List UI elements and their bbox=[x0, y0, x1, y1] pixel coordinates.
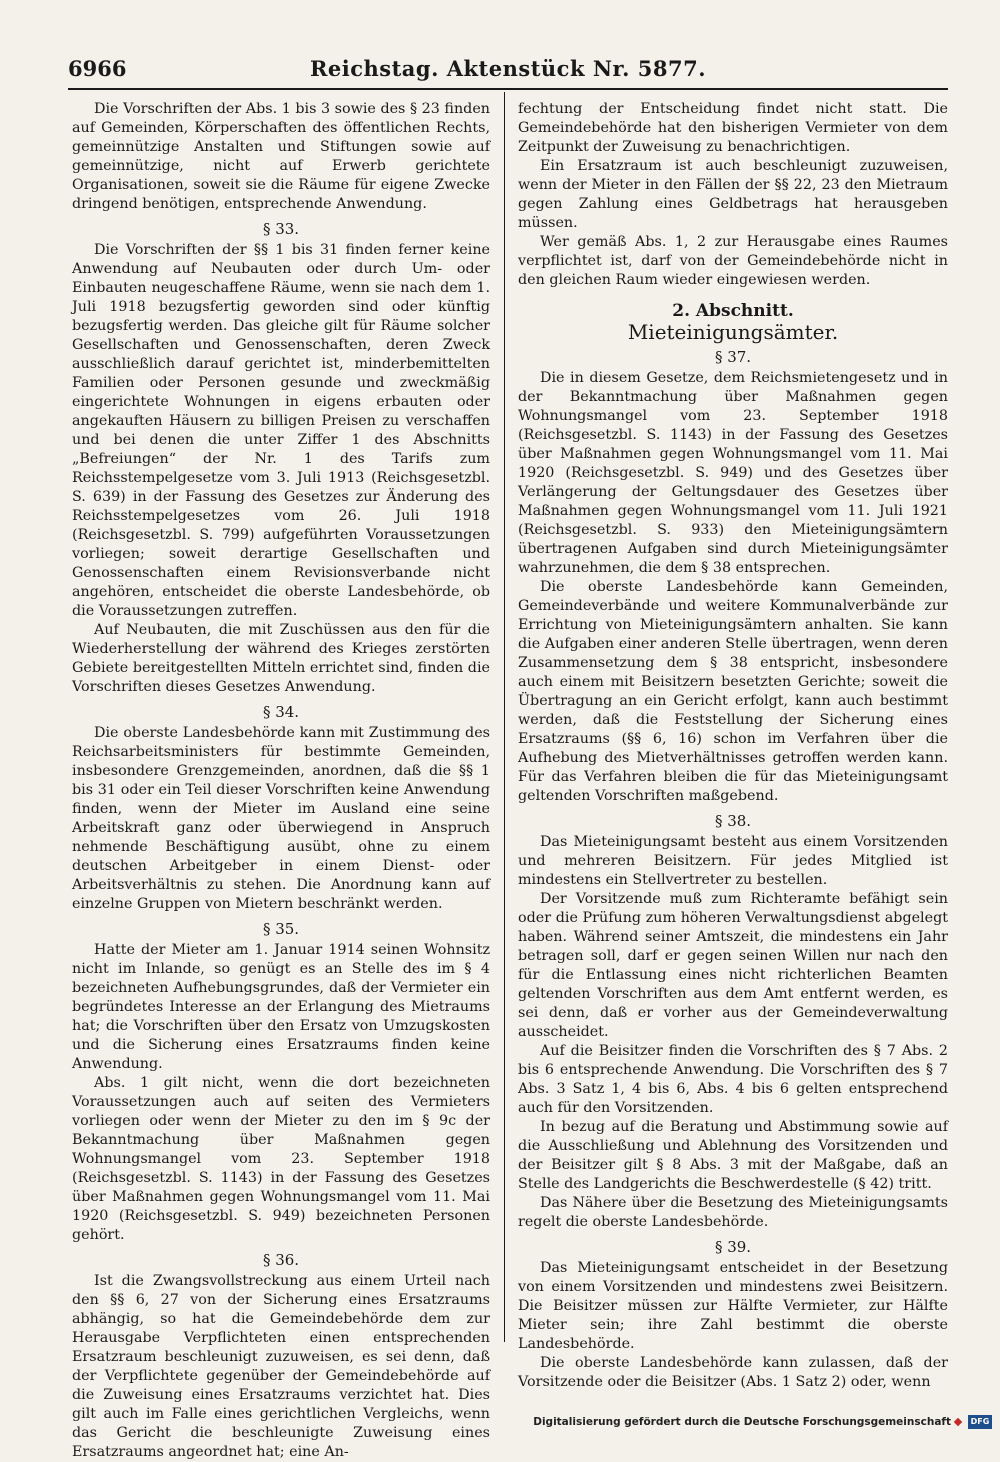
paragraph: Auf Neubauten, die mit Zuschüssen aus den für die Wiederherstellung der während des Krieges zerstörten Gebiete bereitgestellten Mitteln errichtet sind, finden die Vorschriften dieses Gesetzes Anwendung. bbox=[72, 622, 490, 695]
section-heading-37: § 37. bbox=[714, 348, 752, 366]
section-heading-38: § 38. bbox=[714, 812, 752, 830]
dfg-logo-icon: DFG bbox=[968, 1415, 992, 1429]
chapter-label: 2. Abschnitt. bbox=[672, 301, 794, 321]
paragraph: Das Mieteinigungsamt entscheidet in der Besetzung von einem Vorsitzenden und mindestens zwei Beisitzern. Die Beisitzer müssen zur Hälfte Vermieter, zur Hälfte Mieter sein; ihre Zahl bestimmt die oberste Landesbehörde. bbox=[518, 1260, 948, 1352]
paragraph: Auf die Beisitzer finden die Vorschriften des § 7 Abs. 2 bis 6 entsprechende Anwendung. Die Vorschriften des § 7 Abs. 3 Satz 1, 4 bis 6, Abs. 4 bis 6 gelten entsprechend auch für den Vorsitzenden. bbox=[518, 1043, 948, 1116]
paragraph: Hatte der Mieter am 1. Januar 1914 seinen Wohnsitz nicht im Inlande, so genügt es an Stelle des im § 4 bezeichneten Aufhebungsgrundes, daß der Vermieter ein begründetes Interesse an der Erlangung des Mietraums hat; die Vorschriften über den Ersatz von Umzugskosten und die Sicherung eines Ersatzraums finden keine Anwendung. bbox=[72, 942, 490, 1072]
section-heading-36: § 36. bbox=[262, 1251, 300, 1269]
page-header bbox=[68, 56, 948, 84]
paragraph: Ist die Zwangsvollstreckung aus einem Urteil nach den §§ 6, 27 von der Sicherung eines Ersatzraums abhängig, so hat die Gemeindebehörde dem zur Herausgabe Verpflichteten einen entsprechenden Ersatzraum beschleunigt zuzuweisen, es sei denn, daß der Verpflichtete gegenüber der Gemeindebehörde auf die Zuweisung eines Ersatzraums verzichtet hat. Dies gilt auch im Falle eines gerichtlichen Vergleichs, wenn das Gericht die beschleunigte Zuweisung eines Ersatzraums angeordnet hat; eine An- bbox=[72, 1273, 490, 1460]
section-heading-39: § 39. bbox=[714, 1238, 752, 1256]
paragraph: fechtung der Entscheidung findet nicht statt. Die Gemeindebehörde hat den bisherigen Vermieter von dem Zeitpunkt der Zuweisung zu benachrichtigen. bbox=[518, 101, 948, 155]
paragraph: Das Nähere über die Besetzung des Mieteinigungsamts regelt die oberste Landesbehörde. bbox=[518, 1195, 948, 1230]
paragraph: Ein Ersatzraum ist auch beschleunigt zuzuweisen, wenn der Mieter in den Fällen der §§ 22, 23 den Mietraum gegen Zahlung eines Geldbetrags hat herausgeben müssen. bbox=[518, 158, 948, 231]
dfg-diamond-icon bbox=[954, 1418, 962, 1426]
section-heading-33: § 33. bbox=[262, 220, 300, 238]
paragraph: Die Vorschriften der §§ 1 bis 31 finden ferner keine Anwendung auf Neubauten oder durch Um- oder Einbauten neugeschaffene Räume, wenn sie nach dem 1. Juli 1918 bezugsfertig geworden sind oder künftig bezugsfertig werden. Das gleiche gilt für Räume solcher Gesellschaften und Genossenschaften, deren Zweck ausschließlich darauf gerichtet ist, minderbemittelten Familien oder Personen gesunde und zweckmäßig eingerichtete Wohnungen in eigens erbauten oder angekauften Häusern zu billigen Preisen zu verschaffen und bei denen die unter Ziffer 1 des Abschnitts „Befreiungen“ der Nr. 1 des Tarifs zum Reichsstempelgesetze vom 3. Juli 1913 (Reichsgesetzbl. S. 639) in der Fassung des Gesetzes zur Änderung des Reichsstempelgesetzes vom 26. Juli 1918 (Reichsgesetzbl. S. 799) aufgeführten Voraussetzungen vorliegen; soweit derartige Gesellschaften und Genossenschaften einem Revisionsverbande nicht angehören, entscheidet die oberste Landesbehörde, ob die Voraussetzungen zutreffen. bbox=[72, 242, 490, 619]
right-column bbox=[518, 100, 948, 1392]
paragraph: Die oberste Landesbehörde kann Gemeinden, Gemeindeverbände und weitere Kommunalverbände zur Errichtung von Mieteinigungsämtern anhalten. Sie kann die Aufgaben einer anderen Stelle übertragen, wenn deren Zusammensetzung dem § 38 entspricht, insbesondere auch einem mit Beisitzern besetzten Gerichte; soweit die Übertragung an ein Gericht erfolgt, kann auch bestimmt werden, daß die Feststellung der Sicherung eines Ersatzraums (§§ 6, 16) schon im Verfahren über die Aufhebung des Mietverhältnisses getroffen werden kann. Für das Verfahren bleiben die für das Mieteinigungsamt geltenden Vorschriften maßgebend. bbox=[518, 579, 948, 804]
chapter-title: Mieteinigungsämter. bbox=[627, 320, 839, 344]
section-heading-35: § 35. bbox=[262, 920, 300, 938]
paragraph: Abs. 1 gilt nicht, wenn die dort bezeichneten Voraussetzungen auch auf seiten des Vermieters vorliegen oder wenn der Mieter zu den im § 9c der Bekanntmachung über Maßnahmen gegen Wohnungsmangel vom 23. September 1918 (Reichsgesetzbl. S. 1143) in der Fassung des Gesetzes über Maßnahmen gegen Wohnungsmangel vom 11. Mai 1920 (Reichsgesetzbl. S. 949) bezeichneten Personen gehört. bbox=[72, 1075, 490, 1243]
paragraph: Die oberste Landesbehörde kann zulassen, daß der Vorsitzende oder die Beisitzer (Abs. 1 Satz 2) oder, wenn bbox=[518, 1355, 948, 1390]
header-rule bbox=[68, 88, 948, 90]
paragraph: Die Vorschriften der Abs. 1 bis 3 sowie des § 23 finden auf Gemeinden, Körperschaften des öffentlichen Rechts, gemeinnützige Anstalten und Stiftungen sowie auf gemeinnützige, nicht auf Erwerb gerichtete Organisationen, soweit sie die Räume für eigene Zwecke dringend benötigen, entsprechende Anwendung. bbox=[72, 101, 490, 212]
paragraph: Das Mieteinigungsamt besteht aus einem Vorsitzenden und mehreren Beisitzern. Für jedes Mitglied ist mindestens ein Stellvertreter zu bestellen. bbox=[518, 834, 948, 888]
paragraph: In bezug auf die Beratung und Abstimmung sowie auf die Ausschließung und Ablehnung des Vorsitzenden und der Beisitzer gilt § 8 Abs. 3 mit der Maßgabe, daß an Stelle des Landgerichts die Beschwerdestelle (§ 42) tritt. bbox=[518, 1119, 948, 1192]
digitization-footer bbox=[533, 1412, 992, 1432]
paragraph: Die in diesem Gesetze, dem Reichsmietengesetz und in der Bekanntmachung über Maßnahmen gegen Wohnungsmangel vom 23. September 1918 (Reichsgesetzbl. S. 1143) in der Fassung des Gesetzes über Maßnahmen gegen Wohnungsmangel vom 11. Mai 1920 (Reichsgesetzbl. S. 949) und des Gesetzes über Verlängerung der Geltungsdauer des Gesetzes über Maßnahmen gegen Wohnungsmangel vom 11. Juli 1921 (Reichsgesetzbl. S. 933) den Mieteinigungsämtern übertragenen Aufgaben sind durch Mieteinigungsämter wahrzunehmen, die dem § 38 entsprechen. bbox=[518, 370, 948, 576]
paragraph: Wer gemäß Abs. 1, 2 zur Herausgabe eines Raumes verpflichtet ist, darf von der Gemeindebehörde nicht in den gleichen Raum wieder eingewiesen werden. bbox=[518, 234, 948, 288]
section-heading-34: § 34. bbox=[262, 703, 300, 721]
paragraph: Der Vorsitzende muß zum Richteramte befähigt sein oder die Prüfung zum höheren Verwaltungsdienst abgelegt haben. Während seiner Amtszeit, die mindestens ein Jahr betragen soll, darf er gegen seinen Willen nur nach den für die Entlassung eines nicht richterlichen Beamten geltenden Vorschriften aus dem Amt entfernt werden, es sei denn, daß er vorher aus der Gemeindeverwaltung ausscheidet. bbox=[518, 891, 948, 1040]
left-column bbox=[72, 100, 490, 1462]
page-title: Reichstag. Aktenstück Nr. 5877. bbox=[309, 56, 707, 81]
paragraph: Die oberste Landesbehörde kann mit Zustimmung des Reichsarbeitsministers für bestimmte Gemeinden, insbesondere Grenzgemeinden, anordnen, daß die §§ 1 bis 31 oder ein Teil dieser Vorschriften keine Anwendung finden, wenn der Mieter im Ausland eine seine Arbeitskraft ganz oder überwiegend in Anspruch nehmende Beschäftigung ausübt, ohne zu einem deutschen Arbeitgeber in einem Dienst- oder Arbeitsverhältnis zu stehen. Die Anordnung kann auf einzelne Gruppen von Mietern beschränkt werden. bbox=[72, 725, 490, 912]
page-number: 6966 bbox=[68, 56, 127, 81]
column-divider bbox=[504, 92, 505, 1342]
footer-text: Digitalisierung gefördert durch die Deutsche Forschungsgemeinschaft bbox=[533, 1416, 951, 1428]
